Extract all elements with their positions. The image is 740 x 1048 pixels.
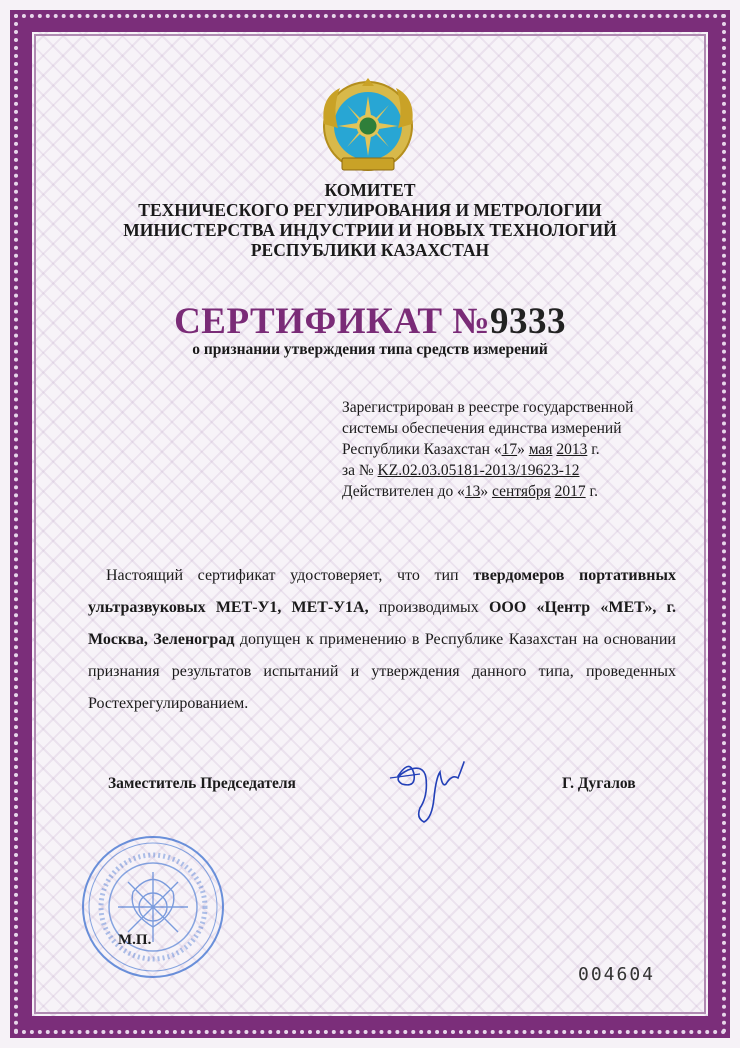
registration-year-suffix: г. <box>587 441 600 458</box>
registration-number-prefix: за № <box>342 462 378 479</box>
validity-year: 2017 <box>554 483 586 500</box>
certificate-subtitle: о признании утверждения типа средств измерений <box>192 341 548 358</box>
registration-line-2: системы обеспечения единства измерений <box>342 420 622 437</box>
issuing-organization <box>60 180 680 260</box>
certificate-body <box>88 560 676 720</box>
handwritten-signature-icon <box>380 748 490 828</box>
registration-month: мая <box>528 441 553 458</box>
body-text-2: производимых <box>368 599 489 616</box>
certificate-title-text: СЕРТИФИКАТ № <box>174 301 490 342</box>
body-bold-2: ООО «Центр «МЕТ», г. Москва, Зеленоград <box>88 599 676 648</box>
org-line-1: КОМИТЕТ <box>324 180 416 200</box>
body-text-3: допущен к применению в Республике Казахстан на основании признания результатов испытаний и утверждения данного типа, проведенных Ростехрегулированием. <box>88 631 676 712</box>
registration-block <box>342 397 692 502</box>
org-line-3: МИНИСТЕРСТВА ИНДУСТРИИ И НОВЫХ ТЕХНОЛОГИЙ <box>123 220 617 240</box>
validity-month: сентября <box>492 483 551 500</box>
signatory-position: Заместитель Председателя <box>108 775 296 792</box>
certificate-title <box>60 300 680 343</box>
registration-line-3-prefix: Республики Казахстан « <box>342 441 502 458</box>
org-line-2: ТЕХНИЧЕСКОГО РЕГУЛИРОВАНИЯ И МЕТРОЛОГИИ <box>138 200 602 220</box>
registration-line-1: Зарегистрирован в реестре государственной <box>342 399 634 416</box>
official-stamp-icon <box>78 832 228 982</box>
serial-number: 004604 <box>578 964 656 985</box>
registration-line-3 <box>342 439 692 460</box>
registration-line-5 <box>342 481 692 502</box>
org-line-4: РЕСПУБЛИКИ КАЗАХСТАН <box>250 240 490 260</box>
stamp-label: М.П. <box>118 932 152 948</box>
state-emblem-icon <box>318 78 418 174</box>
validity-quote: » <box>480 483 489 500</box>
registration-day: 17 <box>501 441 518 458</box>
signatory-name: Г. Дугалов <box>562 775 636 792</box>
registration-quote: » <box>517 441 525 458</box>
validity-prefix: Действителен до « <box>342 483 465 500</box>
body-bold-1: твердомеров портативных ультразвуковых МЕТ-У1, МЕТ-У1А, <box>88 567 676 616</box>
validity-day: 13 <box>464 483 481 500</box>
registration-line-4 <box>342 460 692 481</box>
registration-year: 2013 <box>556 441 588 458</box>
certificate-number: 9333 <box>489 301 566 342</box>
registration-number: KZ.02.03.05181-2013/19623-12 <box>377 462 580 479</box>
validity-year-suffix: г. <box>585 483 598 500</box>
body-text-1: Настоящий сертификат удостоверяет, что тип <box>106 567 474 584</box>
